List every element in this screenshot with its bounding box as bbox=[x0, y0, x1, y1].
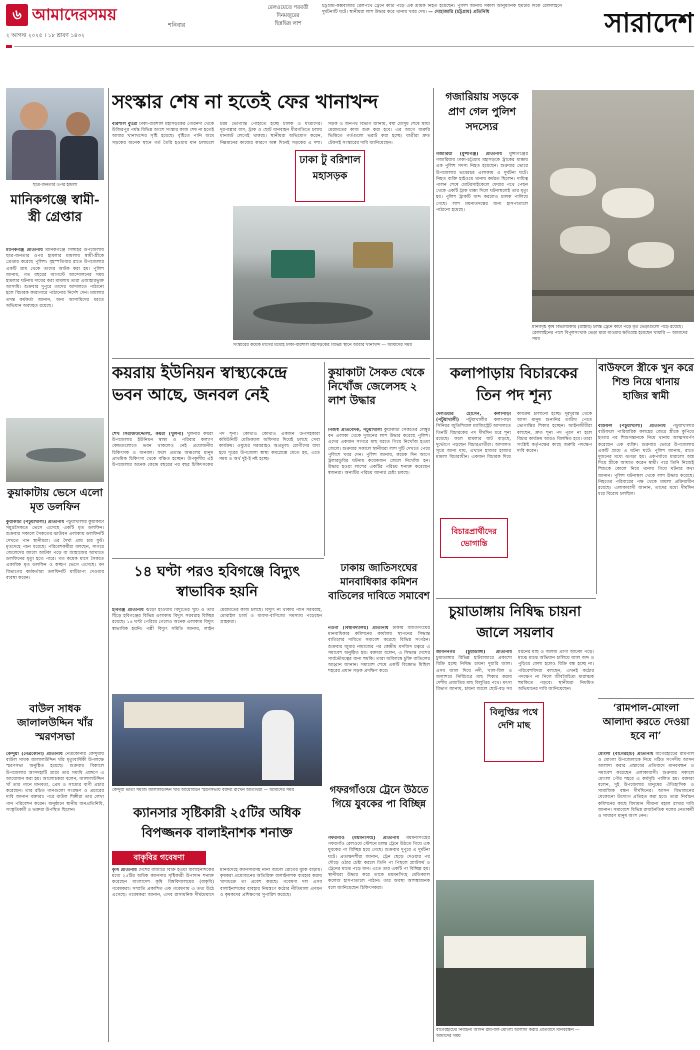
dolphin-byline: কুয়াকাটা (পটুয়াখালী) প্রতিনিধি bbox=[6, 520, 65, 525]
section-title: সারাদেশ bbox=[604, 8, 694, 39]
baufal-byline: বাউফল (পটুয়াখালী) প্রতিনিধি bbox=[598, 424, 666, 429]
kuakata-body: কুয়াকাটা সৈকতের লেম্বুর বন এলাকা থেকে দুজনের লাশ উদ্ধার করেছে পুলিশ। এদের একজন সাগরে মাছ ধরতে গিয়ে নিখোঁজ হওয়া জেলে। শুক্রবার সকালে স্থানীয়রা লাশ দুটি দেখতে পেয়ে পুলিশে খবর দেন। পুলিশ জানায়, কয়েক দিন আগে ট্রলারডুবির ঘটনায় কয়েকজন জেলে নিখোঁজ হন। উদ্ধার হওয়া লাশের একটির পরিচয় শনাক্ত করেছেন স্বজনরা। অন্যটির পরিচয় জানার চেষ্টা চলছে। bbox=[328, 428, 430, 477]
teaser-line-1: রেলওয়েতে পরবর্তী bbox=[267, 5, 309, 11]
habiganj-headline: ১৪ ঘণ্টা পরও হবিগঞ্জে বিদ্যুৎ স্বাভাবিক হয়নি bbox=[133, 564, 301, 600]
person-2 bbox=[66, 112, 90, 136]
sheep-2 bbox=[602, 188, 654, 218]
lead-bottom-rule bbox=[112, 358, 430, 359]
logo-text: আমাদেরসময় bbox=[32, 5, 117, 24]
baufal-story bbox=[598, 424, 694, 696]
lead-body: ঢাকা-বরিশাল মহাসড়কের গৌরনদী থেকে উজিরপুর পর্যন্ত বিভিন্ন অংশে সংস্কার কাজ শেষ না হতেই আবার খানাখন্দের সৃষ্টি হয়েছে। বৃষ্টিতে পানি জমে সড়কের অনেক স্থানে গর্ত তৈরি হওয়ায় যান চলাচলে চরম ভোগান্তি পোহাতে হচ্ছে চালক ও যাত্রীদের। দূরপাল্লার বাস, ট্রাক ও ছোট যানবাহন ধীরগতিতে চলায় যানজট লেগেই থাকছে। স্থানীয়রা অভিযোগ করেন, নিম্নমানের কাজের কারণে অল্প দিনেই সড়কের এ দশা। সড়ক ও জনপথ বিভাগ জানায়, বর্ষা মৌসুম শেষে স্থায়ী মেরামতের কাজ শুরু করা হবে। এর আগে জরুরি ভিত্তিতে গর্তগুলো ভরাট করা হচ্ছে। যাত্রীরা দ্রুত টেকসই সংস্কারের দাবি জানিয়েছেন। bbox=[112, 122, 430, 146]
human-chain-caption: বাগেরহাটের নির্বাচনী আসন রামপাল-মোংলা আলাদা করার প্রতিবাদে মানববন্ধন — আমাদের সময় bbox=[436, 1028, 580, 1039]
lead-headline: সংস্কার শেষ না হতেই ফের খানাখন্দ bbox=[112, 91, 379, 113]
person-1 bbox=[20, 102, 48, 130]
masthead-rule-red bbox=[6, 45, 12, 48]
sheep-photo bbox=[532, 90, 694, 322]
koyra-body: খুলনার কয়রা উপজেলার ইউনিয়ন স্বাস্থ্য ও পরিবার কল্যাণ কেন্দ্রগুলোতে ভবন থাকলেও নেই প্রয়োজনীয় চিকিৎসক ও জনবল। ফলে প্রত্যন্ত অঞ্চলের মানুষ প্রাথমিক চিকিৎসা থেকে বঞ্চিত হচ্ছেন। উপকূলীয় এই উপজেলার অনেক কেন্দ্রে বছরের পর বছর চিকিৎসকের পদ শূন্য। কোথাও কোথাও একজন উপসহকারী কমিউনিটি মেডিক্যাল অফিসার দিয়েই চলছে সেবা কার্যক্রম। ওষুধের সরবরাহও অপ্রতুল। রোগীদের বাধ্য হয়ে দূরের উপজেলা স্বাস্থ্য কমপ্লেক্সে যেতে হয়, এতে সময় ও অর্থ দুই-ই নষ্ট হচ্ছে। bbox=[112, 432, 320, 469]
baul-byline: কেন্দুয়া (নেত্রকোনা) প্রতিনিধি bbox=[6, 752, 63, 757]
baufal-body: পটুয়াখালীর বাউফলে পারিবারিক কলহের জেরে স্ত্রীকে কুপিয়ে হত্যার পর শিশুসন্তানকে নিয়ে থানায় আত্মসমর্পণ করেছেন এক ব্যক্তি। শুক্রবার ভোরে উপজেলার একটি গ্রামে এ ঘটনা ঘটে। পুলিশ জানায়, রাতে দুজনের মধ্যে ঝগড়া হয়। একপর্যায়ে ধারালো অস্ত্র দিয়ে স্ত্রীকে আঘাত করেন স্বামী। পরে তিনি নিজেই শিশুকে কোলে নিয়ে থানায় গিয়ে ঘটনার কথা জানান। পুলিশ ঘটনাস্থল থেকে লাশ উদ্ধার করেছে। নিহতের পরিবারের পক্ষ থেকে মামলা প্রক্রিয়াধীন রয়েছে। এলাকাবাসী জানান, তাদের মধ্যে দীর্ঘদিন ধরে বিরোধ চলছিল। bbox=[598, 424, 694, 498]
rampal-top-rule bbox=[598, 698, 694, 699]
page-number: ৬ bbox=[12, 7, 22, 23]
page-number-badge bbox=[6, 4, 28, 26]
rampal-byline: মোংলা (বাগেরহাট) প্রতিনিধি bbox=[598, 752, 654, 757]
masthead-date: ২ আগস্ট ২০২৫ । ১৮ শ্রাবণ ১৪৩২ bbox=[6, 33, 85, 39]
left-headline: মানিকগঞ্জে স্বামী-স্ত্রী গ্রেপ্তার bbox=[10, 193, 100, 225]
masthead-top-story bbox=[322, 4, 562, 42]
kolapara-top-rule bbox=[436, 358, 694, 359]
koyra-headline: কয়রায় ইউনিয়ন স্বাস্থ্যকেন্দ্রে ভবন আছে, জনবল নেই bbox=[112, 363, 288, 404]
banner-shape-2 bbox=[444, 936, 586, 968]
rampal-body: বাগেরহাটের রামপাল ও মোংলা উপজেলাকে নিয়ে গঠিত সংসদীয় আসন আলাদা করার প্রস্তাবের প্রতিবাদে মানববন্ধন ও সমাবেশ করেছেন এলাকাবাসী। শুক্রবার সকালে মোংলা পৌর শহরে এ কর্মসূচি পালিত হয়। বক্তারা বলেন, দুই উপজেলার মানুষের ঐতিহাসিক ও সামাজিক বন্ধন দীর্ঘদিনের। আসন বিভাজনের যেকোনো উদ্যোগ প্রতিহত করা হবে। তারা নির্বাচন কমিশনের কাছে বিদ্যমান সীমানা বহাল রাখার দাবি জানান। সমাবেশে বিভিন্ন রাজনৈতিক দলের নেতাকর্মী ও সাধারণ মানুষ অংশ নেন। bbox=[598, 752, 694, 820]
top-story-text: চট্টগ্রাম-কক্সবাজার রেলপথে ট্রেনে কাটা পড়ে এক শ্রমিক নিহত হয়েছেন। পুলিশ জানায় সকাল আনুমানিক ছয়টার দিকে রেললাইনে দুর্ঘটনাটি ঘটে। স্থানীয়রা লাশ উদ্ধার করে থানায় খবর দেয়। bbox=[322, 4, 562, 16]
masthead-rule bbox=[14, 46, 694, 47]
mid-rule-1 bbox=[112, 558, 324, 559]
crowd-shape bbox=[436, 968, 594, 1026]
lead-inset-box bbox=[295, 150, 365, 202]
left-byline: মানিকগঞ্জ প্রতিনিধি bbox=[6, 248, 43, 253]
left-body: মানিকগঞ্জে সিঙ্গাইর উপজেলায় ছাত্র-জনতার ওপর হামলার মামলায় স্বামী-স্ত্রীকে গ্রেপ্তার করেছে পুলিশ। বৃহস্পতিবার রাতে উপজেলার একটি গ্রাম থেকে তাদের আটক করা হয়। পুলিশ জানায়, গত বছরের আগস্টে আন্দোলনের সময় হামলার ঘটনায় দায়ের করা মামলায় তারা এজাহারভুক্ত আসামি। শুক্রবার দুপুরে তাদের আদালতে পাঠানো হলে বিচারক কারাগারে পাঠানোর নির্দেশ দেন। মামলার তদন্ত কর্মকর্তা জানান, অন্য আসামিদের ধরতে অভিযান অব্যাহত রয়েছে। bbox=[6, 248, 104, 309]
sheep-4 bbox=[628, 242, 674, 268]
kolapara-byline: দেলওয়ার হোসেন, কলাপাড়া (পটুয়াখালী) bbox=[436, 412, 511, 424]
chuadanga-headline: চুয়াডাঙ্গায় নিষিদ্ধ চায়না জালে সয়লাব bbox=[448, 604, 582, 641]
chuadanga-story bbox=[436, 650, 594, 876]
mid-right-divider bbox=[433, 88, 434, 1042]
cancer-story bbox=[112, 868, 322, 1042]
koyra-divider bbox=[324, 362, 325, 556]
sheep-3 bbox=[560, 226, 610, 254]
cancer-kicker: বাকৃবির গবেষণা bbox=[133, 853, 185, 862]
un-body: ঢাকায় জাতিসংঘের মানবাধিকার কমিশনের কার্যালয় স্থাপনের সিদ্ধান্ত বাতিলের দাবিতে সমাবেশ করেছে বিভিন্ন সংগঠন। শুক্রবার জুমার নামাজের পর কেন্দ্রীয় মসজিদ চত্বরে এ সমাবেশ অনুষ্ঠিত হয়। বক্তারা বলেন, এ সিদ্ধান্ত দেশের সার্বভৌমত্বের জন্য হুমকি। তারা অবিলম্বে চুক্তি বাতিলের আহ্বান জানান। সমাবেশ শেষে একটি বিক্ষোভ মিছিল শহরের প্রধান সড়ক প্রদক্ষিণ করে। bbox=[328, 626, 430, 675]
dolphin-photo bbox=[6, 418, 104, 482]
kolapara-pullquote-box bbox=[440, 518, 508, 558]
event-photo-caption: কেন্দুয়া ভাতা সমাজ জালালউদ্দিন খাঁর আয়োজনে স্মরণসভায় বক্তব্য রাখেন অতিথিরা — আমাদের সময় bbox=[112, 788, 295, 793]
kolapara-pullquote: বিচারপ্রার্থীদের ভোগান্তি bbox=[451, 526, 497, 548]
bus-shape bbox=[271, 250, 315, 278]
human-chain-photo bbox=[436, 880, 594, 1026]
lead-byline: বরিশাল ব্যুরো bbox=[112, 122, 138, 127]
un-byline: নওগাঁ (বিশ্ববিদ্যালয়) প্রতিনিধি bbox=[328, 626, 389, 631]
dolphin-headline: কুয়াকাটায় ভেসে এলো মৃত ডলফিন bbox=[7, 487, 103, 513]
baul-story bbox=[6, 752, 104, 1042]
gazaria-story bbox=[436, 152, 528, 334]
rampal-story bbox=[598, 752, 694, 1042]
masthead-weekday: শনিবার bbox=[168, 22, 186, 29]
baul-headline: বাউল সাধক জালালউদ্দিন খাঁর স্মরণসভা bbox=[17, 703, 93, 743]
cancer-kicker-box bbox=[112, 851, 206, 865]
speaker-shape bbox=[262, 710, 294, 780]
koyra-story bbox=[112, 432, 320, 554]
right-inner-divider bbox=[596, 358, 597, 594]
rail-track bbox=[532, 290, 694, 296]
person-2-body bbox=[60, 136, 98, 180]
truck-shape bbox=[353, 242, 393, 268]
sheep-1 bbox=[550, 168, 596, 196]
left-col-divider bbox=[108, 88, 109, 1042]
person-1-body bbox=[12, 130, 56, 180]
pothole-shape bbox=[253, 302, 373, 324]
kuakata-story bbox=[328, 428, 430, 556]
gazaria-body: মুন্সীগঞ্জের গজারিয়ায় ঢাকা-চট্টগ্রাম মহাসড়কে ট্রাকের ধাক্কায় এক পুলিশ সদস্য নিহত হয়েছেন। শুক্রবার ভোরে উপজেলার ভবেরচর এলাকায় এ দুর্ঘটনা ঘটে। নিহত ব্যক্তি হাইওয়ে থানায় কর্মরত ছিলেন। দায়িত্ব পালন শেষে মোটরসাইকেলে ফেরার পথে পেছন থেকে একটি ট্রাক ধাক্কা দিলে ঘটনাস্থলেই তার মৃত্যু হয়। পুলিশ ট্রাকটি জব্দ করলেও চালক পালিয়ে গেছে। লাশ ময়নাতদন্তের জন্য হাসপাতালে পাঠানো হয়েছে। bbox=[436, 152, 528, 213]
gazaria-headline: গজারিয়ায় সড়কে প্রাণ গেল পুলিশ সদস্যের bbox=[445, 91, 519, 133]
un-story bbox=[328, 626, 430, 780]
chuadanga-byline: জীবননগর (চুয়াডাঙ্গা) প্রতিনিধি bbox=[436, 650, 512, 655]
banner-shape bbox=[124, 702, 244, 728]
cancer-body: দেশের বাজারে বিক্রি হওয়া বালাইনাশকের মধ্যে ২৫টির অধিক ক্যানসার সৃষ্টিকারী উপাদান শনাক্ত করেছেন বাংলাদেশ কৃষি বিশ্ববিদ্যালয়ের (বাকৃবি) গবেষকরা। সম্প্রতি প্রকাশিত এক গবেষণায় এ তথ্য উঠে এসেছে। গবেষকরা জানান, এসব রাসায়নিক দীর্ঘমেয়াদে মানবদেহে ক্যানসারসহ নানা জটিল রোগের ঝুঁকি বাড়ায়। কৃষকরা প্রয়োজনের অতিরিক্ত বালাইনাশক ব্যবহার করায় খাদ্যচক্রে তা প্রবেশ করছে। গবেষণা দল এসব বালাইনাশকের ব্যবহার নিয়ন্ত্রণে কঠোর নীতিমালা প্রণয়ন ও কৃষকদের প্রশিক্ষণের সুপারিশ করেছে। bbox=[112, 868, 322, 898]
dolphin-shape bbox=[26, 448, 86, 462]
kuakata-byline: নিজস্ব প্রতিবেদক, পটুয়াখালী bbox=[328, 428, 382, 433]
gafargaon-byline: গফরগাঁও (ময়মনসিংহ) প্রতিনিধি bbox=[328, 836, 400, 841]
kolapara-headline: কলাপাড়ায় বিচারকের তিন পদ শূন্য bbox=[450, 364, 578, 404]
gazaria-byline: গজারিয়া (মুন্সীগঞ্জ) প্রতিনিধি bbox=[436, 152, 502, 157]
rampal-headline: ‘রামপাল-মোংলা আলাদা করতে দেওয়া হবে না’ bbox=[602, 703, 690, 742]
arrested-couple-photo bbox=[6, 88, 104, 180]
un-headline: ঢাকায় জাতিসংঘের মানবাধিকার কমিশন বাতিলের দাবিতে সমাবেশ bbox=[328, 563, 430, 602]
gafargaon-headline: গফরগাঁওয়ে ট্রেনে উঠতে গিয়ে যুবকের পা বিচ্ছিন্ন bbox=[329, 785, 429, 810]
gafargaon-body: ময়মনসিংহের গফরগাঁও রেলওয়ে স্টেশনে চলন্ত ট্রেনে উঠতে গিয়ে এক যুবকের পা বিচ্ছিন্ন হয়ে গেছে। শুক্রবার দুপুরে এ দুর্ঘটনা ঘটে। প্রত্যক্ষদর্শীরা জানান, ট্রেন ছেড়ে দেওয়ার পর দৌড়ে ওঠার চেষ্টা করলে তিনি পা পিছলে প্ল্যাটফর্ম ও ট্রেনের মাঝে পড়ে যান। এতে তার একটি পা বিচ্ছিন্ন হয়। স্থানীয়রা উদ্ধার করে তাকে ময়মনসিংহ মেডিক্যাল কলেজ হাসপাতালে পাঠান। তার অবস্থা আশঙ্কাজনক বলে জানিয়েছেন চিকিৎসকরা। bbox=[328, 836, 430, 891]
chuadanga-top-rule bbox=[436, 598, 596, 599]
baul-body: নেত্রকোনার কেন্দুয়ায় বাউল সাধক জালালউদ্দিন খাঁর মৃত্যুবার্ষিকী উপলক্ষে স্মরণসভা অনুষ্ঠিত হয়েছে। শুক্রবার বিকালে উপজেলার আসদহাটি গ্রামে তার সমাধি প্রাঙ্গণে এ আয়োজন করা হয়। আলোচকরা বলেন, জালালউদ্দিন খাঁ তার গানে মানবতা, প্রেম ও সাম্যের বাণী প্রচার করেছেন। তার রচিত গানগুলো সংরক্ষণ ও প্রচারের দাবি জানান বক্তারা। পরে বাউল শিল্পীরা তার লেখা গান পরিবেশন করেন। অনুষ্ঠানে স্থানীয় জনপ্রতিনিধি, সংস্কৃতিকর্মী ও ভক্তরা উপস্থিত ছিলেন। bbox=[6, 752, 104, 813]
habiganj-byline: হবিগঞ্জ প্রতিনিধি bbox=[112, 608, 144, 613]
kolapara-body: পটুয়াখালীর কলাপাড়া সিনিয়র জুডিশিয়াল ম্যাজিস্ট্রেট আদালতে তিনটি বিচারকের পদ দীর্ঘদিন ধরে শূন্য রয়েছে। ফলে মামলার জট বাড়ছে, দুর্ভোগে পড়ছেন বিচারপ্রার্থীরা। আদালত সূত্রে জানা যায়, এখানে হাজার হাজার মামলা বিচারাধীন। একজন বিচারক দিয়ে কার্যক্রম চালানো হচ্ছে। দূরদূরান্ত থেকে আসা মানুষ শুনানির তারিখ পেতে ভোগান্তির শিকার হচ্ছেন। আইনজীবীরা বলছেন, দ্রুত শূন্য পদ পূরণ না হলে বিচার কার্যক্রম আরও বিলম্বিত হবে। তারা সংশ্লিষ্ট কর্তৃপক্ষের কাছে জরুরি পদক্ষেপ দাবি করেন। bbox=[436, 412, 592, 461]
habiganj-story bbox=[112, 608, 322, 690]
highway-photo bbox=[233, 206, 430, 340]
habiganj-body: ঝড়ো হাওয়ায় বিদ্যুতের খুঁটি ও তার ছিঁড়ে হবিগঞ্জের বিভিন্ন এলাকায় বিদ্যুৎ সরবরাহ বিচ্ছিন্ন রয়েছে। ১৪ ঘণ্টা পেরিয়ে গেলেও অনেক এলাকায় বিদ্যুৎ স্বাভাবিক হয়নি। পল্লী বিদ্যুৎ সমিতি জানায়, লাইন মেরামতের কাজ চলছে। বিদ্যুৎ না থাকায় পানি সরবরাহ, মোবাইল চার্জ ও ব্যবসা-বাণিজ্যে সমস্যায় পড়েছেন গ্রাহকরা। bbox=[112, 608, 322, 632]
teaser-line-3: ছিন্নভিন্ন লাশ bbox=[274, 21, 302, 27]
event-photo bbox=[112, 694, 322, 786]
cancer-headline: ক্যানসার সৃষ্টিকারী ২৫টির অধিক বিপজ্জনক বালাইনাশক শনাক্ত bbox=[133, 806, 301, 841]
lead-inset: ঢাকা টু বরিশাল মহাসড়ক bbox=[299, 155, 361, 182]
chuadanga-inset-box bbox=[484, 702, 544, 762]
chuadanga-body: চুয়াডাঙ্গার বিভিন্ন হাটবাজারে প্রকাশ্যে বিক্রি হচ্ছে নিষিদ্ধ চায়না দুয়ারি জাল। এসব জাল দিয়ে নদী, খাল-বিল ও জলাশয়ে নির্বিচারে মাছ শিকার করায় দেশীয় প্রজাতির মাছ বিলুপ্তির পথে। মৎস্য বিভাগ জানায়, চায়না জালে ছোট-বড় সব ধরনের মাছ ও জলজ প্রাণী আটকা পড়ে। মাঝে মাঝে অভিযান চালিয়ে জাল জব্দ ও পুড়িয়ে ফেলা হলেও বিক্রি বন্ধ হচ্ছে না। পরিবেশবিদরা বলছেন, এখনই কঠোর পদক্ষেপ না নিলে জীববৈচিত্র্য মারাত্মক হুমকিতে পড়বে। স্থানীয়রা নিয়মিত অভিযানের দাবি জানিয়েছেন। bbox=[436, 650, 594, 693]
cancer-byline: কৃষি প্রতিনিধি bbox=[112, 868, 137, 873]
dolphin-story bbox=[6, 520, 104, 700]
kuakata-headline: কুয়াকাটা সৈকত থেকে নিখোঁজ জেলেসহ ২ লাশ উদ্ধার bbox=[328, 366, 425, 407]
kolapara-story bbox=[436, 412, 592, 596]
masthead-teaser bbox=[258, 4, 318, 44]
dolphin-body: পটুয়াখালীর কুয়াকাটা সমুদ্রসৈকতে ভেসে এসেছে একটি মৃত ডলফিন। শুক্রবার সকালে সৈকতের ঝাউবন এলাকায় ডলফিনটি দেখতে পান স্থানীয়রা। এর দৈর্ঘ্য প্রায় চার ফুট। মৃতদেহে পচন ধরেছে। পরিবেশকর্মীরা বলছেন, সাগরে জেলেদের জালে আটকা পড়ে বা জাহাজের আঘাতে ডলফিনের মৃত্যু হতে পারে। গত কয়েক মাসে সৈকতে একাধিক মৃত ডলফিন ও কচ্ছপ ভেসে এসেছে। বন বিভাগের কর্মকর্তারা ডলফিনটি মাটিচাপা দেওয়ার ব্যবস্থা করেন। bbox=[6, 520, 104, 581]
chuadanga-inset: বিলুপ্তির পথে দেশি মাছ bbox=[490, 708, 538, 731]
baufal-headline: বাউফলে স্ত্রীকে খুন করে শিশু নিয়ে থানায় হাজির স্বামী bbox=[598, 363, 694, 402]
koyra-byline: শেখ সিরাজউদ্দৌলা, কয়রা (খুলনা) bbox=[112, 432, 184, 437]
left-story bbox=[6, 248, 104, 408]
gafargaon-story bbox=[328, 836, 430, 1042]
highway-photo-caption: সংস্কারের কয়েক মাসের মধ্যেই ঢাকা-বরিশাল মহাসড়কের বিভিন্ন স্থানে আবার খানাখন্দ — আমাদের সময় bbox=[233, 343, 412, 348]
top-story-credit: — দোহাজারি (চট্টগ্রাম) প্রতিনিধি bbox=[428, 10, 490, 16]
sheep-photo-caption: মানবসৃষ্ট কৃষি বিভাজিকায় (রাস্তায়) চলন্ত ট্রেনে কাটা পড়ে মৃত ভেড়াগুলো পড়ে রয়েছে। রেললাইনের পাশে বিপুলসংখ্যক ভেড়া মারা যাওয়ায় ক্ষতিগ্রস্ত হয়েছেন খামারি — আমাদের সময় bbox=[532, 325, 688, 342]
teaser-line-2: দিনমজুরের bbox=[276, 13, 300, 19]
left-kicker: ছাত্র-জনতার ওপর হামলা bbox=[32, 183, 78, 188]
